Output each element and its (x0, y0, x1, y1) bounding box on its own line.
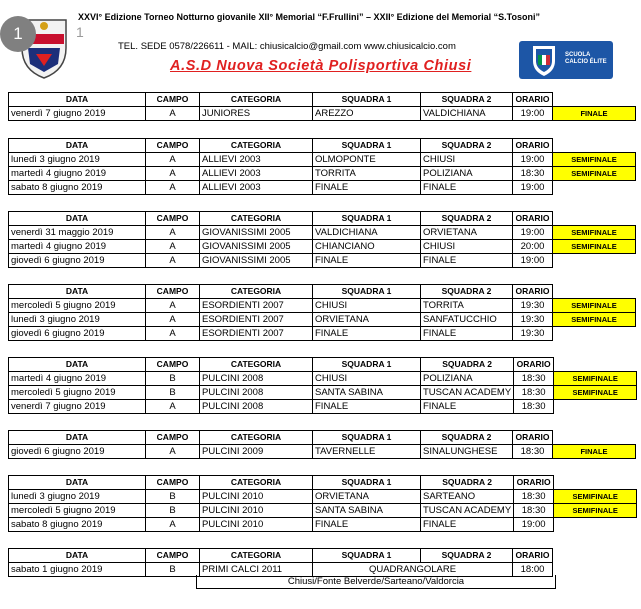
column-header: SQUADRA 2 (421, 93, 513, 107)
cell-data: sabato 8 giugno 2019 (9, 518, 146, 532)
cell-campo: A (146, 299, 200, 313)
table-row (9, 372, 637, 386)
club-name: A.S.D Nuova Società Polisportiva Chiusi (170, 58, 472, 74)
column-header: CAMPO (146, 431, 200, 445)
cell-campo: A (146, 167, 200, 181)
table-row (9, 167, 636, 181)
cell-data: lunedì 3 giugno 2019 (9, 490, 146, 504)
column-header: CATEGORIA (200, 285, 313, 299)
elite-logo-text: SCUOLA CALCIO ÉLITE (565, 52, 607, 65)
cell-orario: 18:30 (514, 386, 554, 400)
table-row (9, 313, 636, 327)
column-header: ORARIO (513, 139, 553, 153)
column-header: ORARIO (513, 212, 553, 226)
phase-badge: SEMIFINALE (553, 313, 636, 327)
cell-data: giovedì 6 giugno 2019 (9, 327, 146, 341)
cell-sq1: FINALE (313, 327, 421, 341)
column-header: DATA (9, 476, 146, 490)
cell-sq2: TUSCAN ACADEMY (421, 504, 514, 518)
column-header: CATEGORIA (200, 139, 313, 153)
column-header: CATEGORIA (200, 93, 313, 107)
column-header: DATA (9, 549, 146, 563)
cell-orario: 19:00 (514, 518, 554, 532)
table-header-row (9, 139, 636, 153)
header-spacer (553, 285, 636, 299)
cell-sq1: SANTA SABINA (313, 504, 421, 518)
column-header: SQUADRA 2 (421, 358, 514, 372)
cell-sq1: CHIUSI (313, 299, 421, 313)
cell-campo: A (146, 254, 200, 268)
cell-sq1: FINALE (313, 400, 421, 414)
phase-badge: SEMIFINALE (553, 240, 636, 254)
cell-categoria: PULCINI 2008 (200, 386, 313, 400)
column-header: SQUADRA 2 (421, 139, 513, 153)
cell-sq1: VALDICHIANA (313, 226, 421, 240)
table-row (9, 254, 636, 268)
cell-orario: 19:00 (513, 153, 553, 167)
table-row (9, 518, 637, 532)
cell-sq2: FINALE (421, 181, 513, 195)
phase-badge: SEMIFINALE (554, 372, 637, 386)
table-row (9, 107, 636, 121)
cell-categoria: ALLIEVI 2003 (200, 167, 313, 181)
cell-data: martedì 4 giugno 2019 (9, 240, 146, 254)
cell-orario: 18:30 (514, 504, 554, 518)
column-header: CAMPO (146, 139, 200, 153)
column-header: ORARIO (513, 93, 553, 107)
cell-data: lunedì 3 giugno 2019 (9, 313, 146, 327)
column-header: CAMPO (146, 476, 200, 490)
schedule-table (8, 357, 637, 414)
column-header: ORARIO (513, 549, 553, 563)
cell-categoria: PULCINI 2009 (200, 445, 313, 459)
phase-empty (553, 254, 636, 268)
cell-orario: 19:00 (513, 254, 553, 268)
table-header-row (9, 476, 637, 490)
cell-campo: B (146, 386, 200, 400)
phase-badge: FINALE (553, 445, 636, 459)
cell-sq2: POLIZIANA (421, 372, 514, 386)
table-row (9, 400, 637, 414)
cell-sq1: FINALE (313, 254, 421, 268)
table-header-row (9, 285, 636, 299)
schedule-table (8, 138, 636, 195)
cell-categoria: ESORDIENTI 2007 (200, 299, 313, 313)
header-spacer (554, 476, 637, 490)
phase-badge: SEMIFINALE (553, 299, 636, 313)
header-spacer (554, 358, 637, 372)
cell-data: lunedì 3 giugno 2019 (9, 153, 146, 167)
cell-data: sabato 8 giugno 2019 (9, 181, 146, 195)
cell-data: mercoledì 5 giugno 2019 (9, 299, 146, 313)
cell-sq2: TUSCAN ACADEMY (421, 386, 514, 400)
cell-orario: 18:30 (513, 167, 553, 181)
column-header: CAMPO (146, 358, 200, 372)
cell-campo: A (146, 226, 200, 240)
cell-categoria: ALLIEVI 2003 (200, 181, 313, 195)
cell-sq1: AREZZO (313, 107, 421, 121)
table-row (9, 240, 636, 254)
cell-sq2: FINALE (421, 400, 514, 414)
cell-campo: A (146, 518, 200, 532)
phase-empty (553, 327, 636, 341)
cell-sq2: FINALE (421, 518, 514, 532)
cell-orario: 20:00 (513, 240, 553, 254)
cell-campo: A (146, 107, 200, 121)
cell-data: giovedì 6 giugno 2019 (9, 445, 146, 459)
cell-data: venerdì 7 giugno 2019 (9, 107, 146, 121)
column-header: CATEGORIA (200, 549, 313, 563)
phase-empty (554, 400, 637, 414)
cell-sq2: SANFATUCCHIO (421, 313, 513, 327)
cell-categoria: PULCINI 2010 (200, 504, 313, 518)
cell-categoria: PULCINI 2008 (200, 372, 313, 386)
column-header: DATA (9, 358, 146, 372)
cell-data: mercoledì 5 giugno 2019 (9, 386, 146, 400)
cell-data: sabato 1 giugno 2019 (9, 563, 146, 577)
schedule-table (8, 92, 636, 121)
column-header: SQUADRA 1 (313, 212, 421, 226)
footer-note: Chiusi/Fonte Belverde/Sarteano/Valdorcia (196, 575, 556, 589)
cell-sq1: ORVIETANA (313, 490, 421, 504)
cell-sq1: TORRITA (313, 167, 421, 181)
cell-campo: A (146, 240, 200, 254)
column-header: SQUADRA 1 (313, 285, 421, 299)
contact-line: TEL. SEDE 0578/226611 - MAIL: chiusicalcio@gmail.com www.chiusicalcio.com (118, 41, 456, 52)
cell-sq2: POLIZIANA (421, 167, 513, 181)
cell-categoria: ESORDIENTI 2007 (200, 313, 313, 327)
cell-sq1: TAVERNELLE (313, 445, 421, 459)
cell-sq1: ORVIETANA (313, 313, 421, 327)
table-row (9, 226, 636, 240)
schedule-table (8, 211, 636, 268)
cell-orario: 18:30 (513, 445, 553, 459)
cell-orario: 18:30 (514, 490, 554, 504)
page-header (0, 0, 641, 88)
cell-data: venerdì 31 maggio 2019 (9, 226, 146, 240)
table-row (9, 327, 636, 341)
column-header: DATA (9, 212, 146, 226)
cell-sq2: ORVIETANA (421, 226, 513, 240)
cell-sq2: CHIUSI (421, 240, 513, 254)
cell-sq2: FINALE (421, 254, 513, 268)
column-header: ORARIO (513, 285, 553, 299)
schedule-table (8, 548, 636, 577)
column-header: CAMPO (146, 285, 200, 299)
column-header: CATEGORIA (200, 431, 313, 445)
cell-sq1: CHIUSI (313, 372, 421, 386)
column-header: SQUADRA 2 (421, 476, 514, 490)
column-header: SQUADRA 2 (421, 285, 513, 299)
header-spacer (553, 431, 636, 445)
column-header: SQUADRA 1 (313, 549, 421, 563)
schedule-table (8, 430, 636, 459)
cell-sq1: QUADRANGOLARE (313, 563, 513, 577)
schedule-table (8, 284, 636, 341)
cell-categoria: PULCINI 2010 (200, 490, 313, 504)
column-header: CATEGORIA (200, 476, 313, 490)
table-header-row (9, 93, 636, 107)
phase-badge: SEMIFINALE (554, 490, 637, 504)
column-header: ORARIO (514, 476, 554, 490)
column-header: CATEGORIA (200, 212, 313, 226)
phase-empty (554, 518, 637, 532)
phase-empty (553, 181, 636, 195)
cell-orario: 19:00 (513, 181, 553, 195)
table-header-row (9, 358, 637, 372)
cell-data: venerdì 7 giugno 2019 (9, 400, 146, 414)
column-header: DATA (9, 431, 146, 445)
cell-orario: 19:00 (513, 107, 553, 121)
table-header-row (9, 212, 636, 226)
phase-empty (553, 563, 636, 577)
cell-orario: 19:30 (513, 313, 553, 327)
cell-campo: B (146, 504, 200, 518)
column-header: CAMPO (146, 93, 200, 107)
header-spacer (553, 139, 636, 153)
cell-categoria: GIOVANISSIMI 2005 (200, 226, 313, 240)
cell-categoria: PRIMI CALCI 2011 (200, 563, 313, 577)
phase-badge: SEMIFINALE (554, 386, 637, 400)
column-header: CATEGORIA (200, 358, 313, 372)
table-row (9, 386, 637, 400)
column-header: ORARIO (514, 358, 554, 372)
cell-sq2: VALDICHIANA (421, 107, 513, 121)
column-header: SQUADRA 1 (313, 358, 421, 372)
cell-categoria: GIOVANISSIMI 2005 (200, 254, 313, 268)
schedule-table (8, 475, 637, 532)
column-header: SQUADRA 1 (313, 476, 421, 490)
cell-campo: A (146, 400, 200, 414)
cell-campo: A (146, 181, 200, 195)
cell-sq1: FINALE (313, 518, 421, 532)
cell-sq2: CHIUSI (421, 153, 513, 167)
cell-orario: 19:00 (513, 226, 553, 240)
cell-sq2: TORRITA (421, 299, 513, 313)
column-header: DATA (9, 139, 146, 153)
column-header: ORARIO (513, 431, 553, 445)
cell-campo: B (146, 372, 200, 386)
cell-campo: A (146, 327, 200, 341)
scuola-calcio-elite-logo (519, 41, 613, 79)
cell-campo: B (146, 563, 200, 577)
phase-badge: SEMIFINALE (553, 167, 636, 181)
cell-campo: A (146, 313, 200, 327)
cell-sq1: CHIANCIANO (313, 240, 421, 254)
cell-sq1: OLMOPONTE (313, 153, 421, 167)
cell-orario: 19:30 (513, 327, 553, 341)
cell-sq1: SANTA SABINA (313, 386, 421, 400)
table-row (9, 153, 636, 167)
table-header-row (9, 549, 636, 563)
phase-badge: SEMIFINALE (554, 504, 637, 518)
badge-ghost-number: 1 (76, 24, 84, 40)
table-row (9, 490, 637, 504)
tournament-title: XXVI° Edizione Torneo Notturno giovanile XII° Memorial “F.Frullini” – XXII° Edizione del Memorial “S.Tosoni” (78, 12, 541, 22)
header-spacer (553, 549, 636, 563)
cell-orario: 19:30 (513, 299, 553, 313)
cell-categoria: PULCINI 2008 (200, 400, 313, 414)
notification-badge: 1 (0, 16, 36, 52)
column-header: DATA (9, 285, 146, 299)
header-spacer (553, 93, 636, 107)
column-header: SQUADRA 2 (421, 431, 513, 445)
cell-campo: B (146, 490, 200, 504)
table-row (9, 445, 636, 459)
cell-data: martedì 4 giugno 2019 (9, 372, 146, 386)
table-row (9, 299, 636, 313)
header-spacer (553, 212, 636, 226)
column-header: SQUADRA 2 (421, 212, 513, 226)
cell-categoria: ALLIEVI 2003 (200, 153, 313, 167)
cell-campo: A (146, 153, 200, 167)
cell-sq2: SARTEANO (421, 490, 514, 504)
phase-badge: SEMIFINALE (553, 226, 636, 240)
column-header: SQUADRA 1 (313, 139, 421, 153)
column-header: CAMPO (146, 212, 200, 226)
phase-badge: SEMIFINALE (553, 153, 636, 167)
cell-sq1: FINALE (313, 181, 421, 195)
cell-sq2: FINALE (421, 327, 513, 341)
cell-orario: 18:30 (514, 372, 554, 386)
cell-categoria: PULCINI 2010 (200, 518, 313, 532)
column-header: SQUADRA 1 (313, 93, 421, 107)
phase-badge: FINALE (553, 107, 636, 121)
cell-campo: A (146, 445, 200, 459)
cell-data: mercoledì 5 giugno 2019 (9, 504, 146, 518)
cell-categoria: JUNIORES (200, 107, 313, 121)
cell-categoria: GIOVANISSIMI 2005 (200, 240, 313, 254)
table-header-row (9, 431, 636, 445)
cell-data: giovedì 6 giugno 2019 (9, 254, 146, 268)
column-header: SQUADRA 1 (313, 431, 421, 445)
cell-orario: 18:30 (514, 400, 554, 414)
table-row (9, 504, 637, 518)
cell-categoria: ESORDIENTI 2007 (200, 327, 313, 341)
column-header: CAMPO (146, 549, 200, 563)
cell-sq2: SINALUNGHESE (421, 445, 513, 459)
table-row (9, 181, 636, 195)
column-header: DATA (9, 93, 146, 107)
column-header: SQUADRA 2 (421, 549, 513, 563)
cell-data: martedì 4 giugno 2019 (9, 167, 146, 181)
cell-orario: 18:00 (513, 563, 553, 577)
